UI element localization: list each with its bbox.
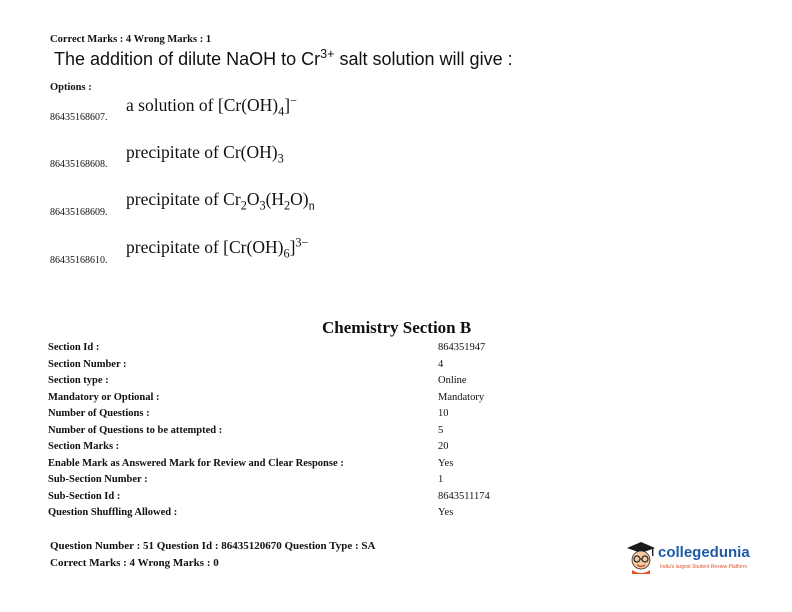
section-info-value: 8643511174 xyxy=(438,490,490,502)
logo-tagline: India's largest Student Review Platform xyxy=(660,564,748,570)
logo-wordmark: collegedunia xyxy=(658,544,750,561)
options-label: Options : xyxy=(50,82,92,93)
section-info-value: 1 xyxy=(438,474,444,485)
marks-header: Correct Marks : 4 Wrong Marks : 1 xyxy=(50,34,212,45)
section-info-label: Section type : xyxy=(48,375,109,386)
correct-marks-footer: Correct Marks : 4 Wrong Marks : 0 xyxy=(50,557,219,569)
option-id: 86435168610. xyxy=(50,255,108,266)
option-id: 86435168607. xyxy=(50,112,108,123)
section-info-label: Number of Questions to be attempted : xyxy=(48,424,223,436)
question-text xyxy=(54,49,513,70)
option-text[interactable]: precipitate of $[Cr(OH)_6]^{3-}$ xyxy=(126,235,309,261)
option-text[interactable]: precipitate of $Cr(OH)_3$ xyxy=(126,142,284,166)
section-info-value: Yes xyxy=(438,457,454,469)
section-title: Chemistry Section B xyxy=(322,318,472,337)
section-info-label: Section Id : xyxy=(48,342,100,353)
option-text[interactable]: a solution of $[Cr(OH)_4]^-$ xyxy=(126,93,298,119)
question-charge: 3+ xyxy=(320,47,335,62)
section-info-value: 20 xyxy=(438,441,449,452)
question-prefix: The addition of dilute NaOH to Cr xyxy=(54,49,321,69)
section-info-label: Sub-Section Number : xyxy=(48,474,148,485)
section-info-value: 864351947 xyxy=(438,342,486,353)
section-info-label: Mandatory or Optional : xyxy=(48,391,160,403)
section-info-value: Online xyxy=(438,375,467,386)
section-info-label: Section Marks : xyxy=(48,441,120,452)
section-info-value: 5 xyxy=(438,424,444,436)
section-info-label: Section Number : xyxy=(48,358,127,370)
section-info-value: 10 xyxy=(438,408,449,419)
option-id: 86435168609. xyxy=(50,207,108,218)
section-info-label: Sub-Section Id : xyxy=(48,490,121,502)
collegedunia-logo xyxy=(626,538,766,578)
question-meta: Question Number : 51 Question Id : 86435120670 Question Type : SA xyxy=(50,540,376,552)
section-info-value: Yes xyxy=(438,507,454,518)
section-info-value: 4 xyxy=(438,358,444,370)
student-mascot-icon xyxy=(626,540,656,574)
option-text[interactable]: precipitate of $Cr_2O_3(H_2O)_n$ xyxy=(126,189,315,213)
section-info-label: Question Shuffling Allowed : xyxy=(48,507,178,518)
section-info-label: Enable Mark as Answered Mark for Review and Clear Response : xyxy=(48,457,344,469)
section-info-label: Number of Questions : xyxy=(48,408,150,419)
question-suffix: salt solution will give : xyxy=(334,49,513,69)
option-id: 86435168608. xyxy=(50,159,108,170)
section-info-value: Mandatory xyxy=(438,391,485,403)
